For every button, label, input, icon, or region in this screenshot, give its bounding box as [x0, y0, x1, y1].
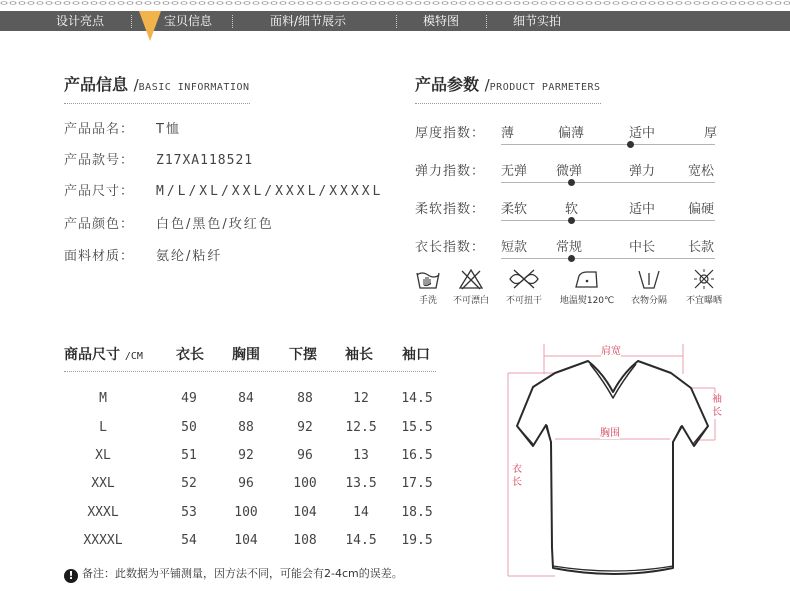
measurement-cell: 14.5: [345, 533, 377, 548]
nav-divider: [232, 15, 233, 28]
param-option: 软: [565, 202, 579, 217]
param-level-dot: [568, 255, 575, 262]
care-item: [494, 267, 554, 306]
measurement-cell: 51: [181, 448, 197, 463]
size-cell: XL: [95, 448, 111, 463]
measurement-cell: 96: [238, 476, 254, 491]
care-item: [674, 267, 734, 306]
size-cell: L: [99, 420, 107, 435]
param-level-dot: [568, 179, 575, 186]
param-label: 柔软指数：: [415, 202, 486, 217]
low-iron-icon: [572, 267, 602, 291]
param-option: 适中: [629, 126, 656, 141]
size-table-header: 袖长: [345, 347, 373, 363]
param-label: 厚度指数：: [415, 126, 486, 141]
info-row-material: 面料材质： 氨纶/粘纤: [64, 249, 223, 264]
chest-label: 胸围: [600, 424, 620, 439]
care-item: [441, 267, 501, 306]
param-level-dot: [568, 217, 575, 224]
param-option: 偏薄: [558, 126, 585, 141]
size-table-header: 胸围: [232, 347, 260, 363]
no-bleach-icon: [458, 267, 484, 291]
nav-divider: [486, 15, 487, 28]
measurement-cell: 108: [293, 533, 317, 548]
param-option: 微弹: [556, 164, 583, 179]
nav-divider: [131, 15, 132, 28]
active-tab-marker: [139, 11, 161, 41]
param-option: 长款: [688, 240, 715, 255]
param-option: 常规: [556, 240, 583, 255]
param-option: 宽松: [688, 164, 715, 179]
measurement-cell: 13.5: [345, 476, 377, 491]
measurement-cell: 16.5: [401, 448, 433, 463]
warning-icon: !: [64, 569, 78, 583]
measurement-cell: 52: [181, 476, 197, 491]
param-scale-line: [501, 144, 715, 145]
measurement-cell: 19.5: [401, 533, 433, 548]
param-scale-line: [501, 220, 715, 221]
care-item: [619, 267, 679, 306]
measurement-cell: 96: [297, 448, 313, 463]
measurement-cell: 88: [238, 420, 254, 435]
size-table-header: 下摆: [289, 347, 317, 363]
param-level-dot: [627, 141, 634, 148]
info-row-name: 产品品名： T恤: [64, 122, 181, 137]
size-table-header: 衣长: [176, 347, 204, 363]
measurement-cell: 15.5: [401, 420, 433, 435]
tab-detail-photos[interactable]: 细节实拍: [513, 14, 562, 28]
size-cell: XXXXL: [83, 533, 123, 548]
info-row-colors: 产品颜色： 白色/黑色/玫红色: [64, 217, 274, 232]
no-wring-icon: [507, 267, 541, 291]
size-cell: M: [99, 391, 107, 406]
sleeve-length-label: 袖 长: [712, 394, 722, 418]
no-sun-icon: [691, 267, 717, 291]
param-option: 柔软: [501, 202, 528, 217]
measurement-cell: 100: [293, 476, 317, 491]
size-cell: XXXL: [87, 505, 119, 520]
measurement-cell: 53: [181, 505, 197, 520]
measurement-cell: 18.5: [401, 505, 433, 520]
param-option: 偏硬: [688, 202, 715, 217]
shoulder-width-label: 肩宽: [601, 342, 621, 357]
param-option: 薄: [501, 126, 515, 141]
param-option: 短款: [501, 240, 528, 255]
param-option: 无弹: [501, 164, 528, 179]
param-label: 衣长指数：: [415, 240, 486, 255]
param-row-elasticity: [415, 160, 725, 190]
params-section-title: 产品参数 /PRODUCT PARMETERS: [415, 75, 601, 94]
garment-length-label: 衣 长: [512, 464, 522, 488]
param-scale-line: [501, 258, 715, 259]
measurement-cell: 13: [353, 448, 369, 463]
info-row-sizes: 产品尺寸： M/L/XL/XXL/XXXL/XXXXL: [64, 184, 384, 199]
measurement-cell: 100: [234, 505, 258, 520]
tab-model-photos[interactable]: 模特图: [423, 14, 460, 28]
measurement-cell: 12: [353, 391, 369, 406]
divider: [64, 371, 436, 372]
divider: [415, 103, 601, 104]
measurement-cell: 104: [234, 533, 258, 548]
param-row-length: [415, 236, 725, 266]
measurement-cell: 12.5: [345, 420, 377, 435]
param-option: 中长: [629, 240, 656, 255]
note-text: 备注：此数据为平铺测量，因方法不同，可能会有2-4cm的误差。: [82, 567, 403, 580]
param-scale-line: [501, 182, 715, 183]
measurement-cell: 50: [181, 420, 197, 435]
measurement-cell: 14: [353, 505, 369, 520]
care-label: 不可漂白: [452, 296, 489, 306]
info-row-model-number: 产品款号： Z17XA118521: [64, 153, 254, 168]
param-row-softness: [415, 198, 725, 228]
divider: [64, 103, 250, 104]
care-label: 衣物分隔: [630, 296, 667, 306]
measurement-cell: 104: [293, 505, 317, 520]
param-option: 厚: [704, 126, 718, 141]
measurement-cell: 92: [238, 448, 254, 463]
tab-design-highlights[interactable]: 设计亮点: [56, 14, 105, 28]
care-label: 不宜曝晒: [685, 296, 722, 306]
separate-wash-icon: [636, 267, 662, 291]
decorative-chain-border: [0, 0, 790, 6]
size-table-header: 袖口: [402, 347, 430, 363]
measurement-cell: 17.5: [401, 476, 433, 491]
care-label: 手洗: [418, 296, 437, 306]
measurement-cell: 84: [238, 391, 254, 406]
param-option: 弹力: [629, 164, 656, 179]
care-label: 不可扭干: [505, 296, 542, 306]
tab-product-info[interactable]: 宝贝信息: [164, 14, 213, 28]
measurement-cell: 14.5: [401, 391, 433, 406]
measurement-cell: 54: [181, 533, 197, 548]
param-row-thickness: [415, 122, 725, 152]
care-item: [557, 267, 617, 306]
nav-divider: [396, 15, 397, 28]
param-option: 适中: [629, 202, 656, 217]
info-section-title: 产品信息 /BASIC INFORMATION: [64, 75, 250, 94]
measurement-cell: 49: [181, 391, 197, 406]
care-label: 地温熨120℃: [559, 296, 615, 306]
measurement-note: [64, 565, 403, 583]
measurement-cell: 92: [297, 420, 313, 435]
measurement-cell: 88: [297, 391, 313, 406]
tab-fabric-details[interactable]: 面料/细节展示: [270, 14, 347, 28]
size-cell: XXL: [91, 476, 115, 491]
size-table-title: 商品尺寸 /CM: [64, 347, 143, 363]
tshirt-size-diagram: [495, 340, 725, 580]
param-label: 弹力指数：: [415, 164, 486, 179]
hand-wash-icon: [415, 267, 441, 291]
nav-bar: [0, 11, 790, 31]
